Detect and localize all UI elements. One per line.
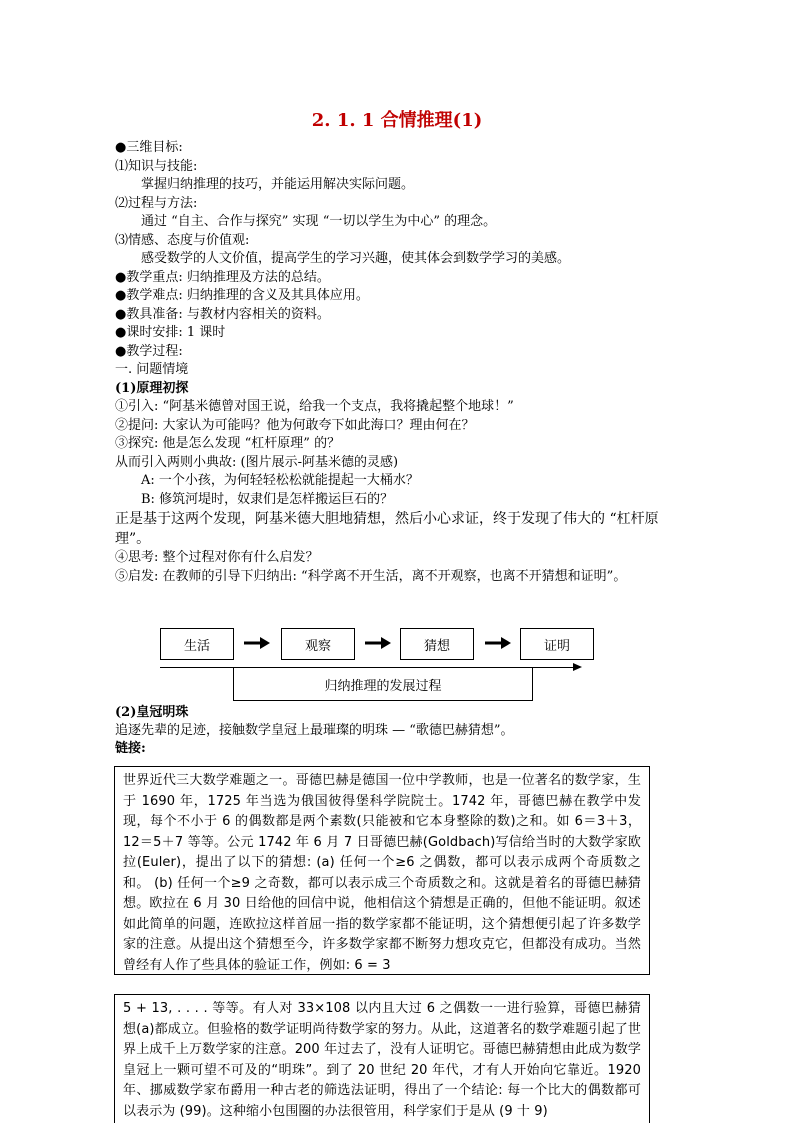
text-line: ●教学重点: 归纳推理及方法的总结。 <box>115 269 330 285</box>
step-box-life: 生活 <box>160 628 234 660</box>
text-line: B: 修筑河堤时，奴隶们是怎样搬运巨石的？ <box>141 491 394 507</box>
text-line: A: 一个小孩，为何轻轻松松就能提起一大桶水？ <box>141 473 419 488</box>
subsection-heading: (2)皇冠明珠 <box>115 705 189 720</box>
text-line: 感受数学的人文价值，提高学生的学习兴趣，使其体会到数学学习的美感。 <box>141 251 571 266</box>
right-arrow-icon <box>365 636 391 650</box>
text-line: 掌握归纳推理的技巧，并能运用解决实际问题。 <box>141 177 415 192</box>
link-box-goldbach-part1 <box>114 766 650 975</box>
right-arrow-icon <box>244 636 270 650</box>
text-line: ●课时安排: 1 课时 <box>115 325 226 340</box>
induction-process-diagram <box>160 628 600 704</box>
section-heading: 一. 问题情境 <box>115 362 189 377</box>
link-box-text: 5 + 13, . . . . 等等。有人对 33×108 以内且大过 6 之偶数一一进行验算，哥德巴赫猜想(a)都成立。但验格的数学证明尚待数学家的努力。从此，这道著名的数学难题引起了世界上成千上万数学家的注意。200 年过去了，没有人证明它。哥德巴赫猜想由此成为数学皇冠上一颗可望不可及的“明珠”。到了 20 世纪 20 年代，才有人开始向它靠近。1920 年、挪威数学家布爵用一种古老的筛选法证明，得出了一个结论: 每一个比大的偶数都可以表示为 (99)。这种缩小包围圈的办法很管用，科学家们于是从 (9 十 9) <box>123 1001 641 1119</box>
timeline-arrowhead-icon <box>573 663 582 671</box>
text-line: ⑤启发: 在教师的引导下归纳出: “科学离不开生活，离不开观察，也离不开猜想和证明”。 <box>115 568 627 584</box>
text-line: ③探究: 他是怎么发现 “杠杆原理” 的？ <box>115 436 341 451</box>
right-arrow-icon <box>485 636 511 650</box>
text-line: ●教具准备: 与教材内容相关的资料。 <box>115 306 330 322</box>
step-box-prove: 证明 <box>520 628 594 660</box>
text-line: ●三维目标: <box>115 140 183 155</box>
section-crown-jewel <box>115 704 685 758</box>
step-box-observe: 观察 <box>281 628 355 660</box>
subsection-heading: (1)原理初探 <box>115 380 189 396</box>
page-title: 2. 1. 1 合情推理(1) <box>311 110 483 131</box>
text-line: ⑵过程与方法: <box>115 195 198 211</box>
text-line: ●教学过程: <box>115 343 183 359</box>
diagram-caption: 归纳推理的发展过程 <box>233 668 533 701</box>
lesson-body <box>115 139 685 586</box>
text-line: ⑶情感、态度与价值观: <box>115 232 250 248</box>
text-line: 追逐先辈的足迹，接触数学皇冠上最璀璨的明珠 — “歌德巴赫猜想”。 <box>115 723 514 738</box>
text-line: ●教学难点: 归纳推理的含义及其具体应用。 <box>115 288 369 303</box>
text-paragraph: 正是基于这两个发现，阿基米德大胆地猜想，然后小心求证，终于发现了伟大的 “杠杆原理”。 <box>115 511 659 547</box>
link-box-text: 世界近代三大数学难题之一。哥德巴赫是德国一位中学教师，也是一位著名的数学家，生于 1690 年，1725 年当选为俄国彼得堡科学院院士。1742 年，哥德巴赫在教学中发现，每个不小于 6 的偶数都是两个素数(只能被和它本身整除的数)之和。如 6＝3＋3，12＝5＋7 等等。公元 1742 年 6 月 7 日哥德巴赫(Goldbach)写信给当时的大数学家欧拉(Euler)，提出了以下的猜想: (a) 任何一个≥6 之偶数，都可以表示成两个奇质数之和。 (b) 任何一个≥9 之奇数，都可以表示成三个奇质数之和。这就是着名的哥德巴赫猜想。欧拉在 6 月 30 日给他的回信中说，他相信这个猜想是正确的，但他不能证明。叙述如此简单的问题，连欧拉这样首屈一指的数学家都不能证明，这个猜想便引起了许多数学家的注意。从提出这个猜想至今，许多数学家都不断努力想攻克它，但都没有成功。当然曾经有人作了些具体的验证工作，例如: 6 = 3 <box>123 773 641 973</box>
link-label: 链接: <box>115 741 146 756</box>
text-line: 通过 “自主、合作与探究” 实现 “一切以学生为中心” 的理念。 <box>141 214 497 229</box>
text-line: 从而引入两则小典故: (图片展示-阿基米德的灵感) <box>115 454 399 470</box>
step-box-conjecture: 猜想 <box>400 628 474 660</box>
text-line: ①引入: “阿基米德曾对国王说，给我一个支点，我将撬起整个地球！” <box>115 399 514 414</box>
text-line: ②提问: 大家认为可能吗？他为何敢夸下如此海口？理由何在？ <box>115 417 475 433</box>
link-box-goldbach-part2 <box>114 994 650 1123</box>
text-line: ⑴知识与技能: <box>115 158 198 174</box>
text-line: ④思考: 整个过程对你有什么启发？ <box>115 550 319 565</box>
